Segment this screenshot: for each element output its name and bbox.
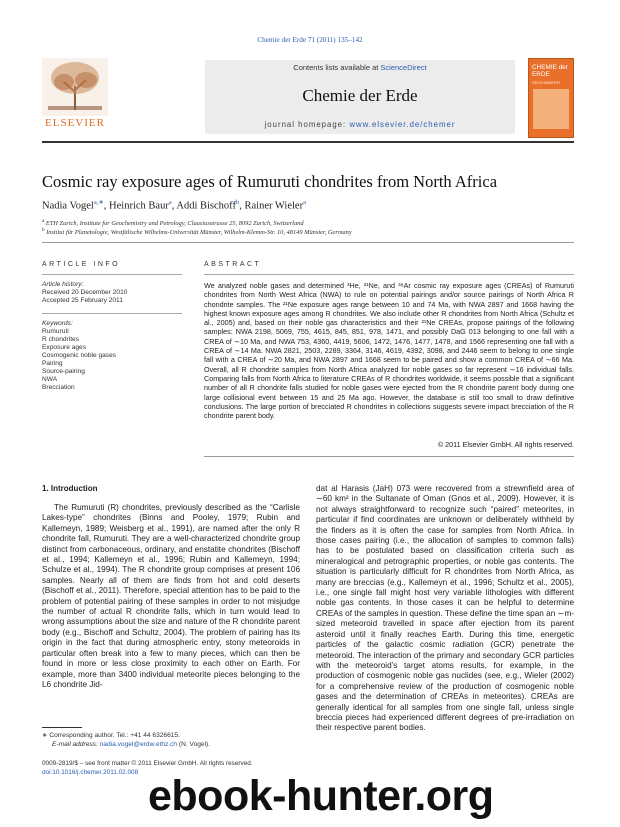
journal-citation: Chemie der Erde 71 (2011) 135–142	[257, 36, 363, 44]
article-info-divider	[42, 274, 182, 275]
email-suffix: (N. Vogel).	[177, 741, 211, 748]
abstract-copyright: © 2011 Elsevier GmbH. All rights reserved.	[437, 440, 574, 449]
cover-image	[533, 89, 569, 129]
accepted-date: Accepted 25 February 2011	[42, 297, 123, 304]
cover-subtitle: GEOCHEMISTRY	[532, 81, 561, 85]
keyword: NWA	[42, 376, 58, 383]
keyword: R chondrites	[42, 336, 80, 343]
author-name: Rainer Wieler	[244, 200, 304, 212]
keyword: Exposure ages	[42, 344, 86, 351]
footnote-divider	[42, 727, 82, 728]
publisher-logo-text: ELSEVIER	[45, 117, 105, 129]
article-history	[42, 281, 182, 305]
author-list: Nadia Vogel$^{a,∗}$, Heinrich Baur$^a$, Addi Bischoff$^b$, Rainer Wieler$^a$	[42, 199, 306, 212]
keyword: Rumuruti	[42, 328, 69, 335]
keywords-block	[42, 320, 182, 392]
homepage-link[interactable]: www.elsevier.de/chemer	[349, 120, 456, 129]
article-info-heading: ARTICLE INFO	[42, 261, 121, 268]
corresponding-author-note: ∗ Corresponding author. Tel.: +41 44 6326615.	[42, 732, 180, 739]
elsevier-tree-logo	[42, 58, 108, 116]
received-date: Received 20 December 2010	[42, 289, 128, 296]
keyword: Brecciation	[42, 384, 75, 391]
affiliation-text: Institut für Planetologie, Westfälische Wilhelms-Universität Münster, Wilhelm-Klemm-Str. 10, 48149 Münster, Germany	[46, 229, 352, 237]
abstract-text: We analyzed noble gases and determined ³He, ²¹Ne, and ³⁸Ar cosmic ray exposure ages (CREAs) of Rumuruti chondrites from North West Africa (NWA) to rule on potential pairings and/or source pairings of North Africa R chondrite samples. The ²¹Ne exposure ages range between 10 and 74 Ma, with NWA 2897 and 1668 having the highest known exposure ages among R chondrites. We also include other R chondrites from North Africa (Schultz et al., 2005) and, based on their noble gas characteristics and their ²¹Ne CREAs, propose pairings of the following samples: NWA 2198, 5069, 755, 4615, 845, 851, 978, 1471, and possibly DaG 013 belonging to one fall with a CREA of ∼10 Ma, and NWA 753, 4360, 4419, 5606, 1472, 1476, 1477, 1478, and 1566 representing one fall with a CREA of ∼14 Ma. NWA 2821, 2503, 2289, 3364, 3146, 4619, 4392, 3098, and 2446 seem to belong to one single fall with a CREA of ∼20 Ma, and NWA 2897 and 1668 seem to be paired and show a common CREA of ∼66 Ma. Overall, all R chondrite samples from North Africa analyzed for noble gases so far represent ∼16 individual falls. Comparing falls from North Africa to literature CREAs of R chondrites worldwide, it seems possible that a significant number of all R chondrite falls studied for noble gases were ejected from the R chondrite parent body during one large collisional event between 15 and 25 Ma ago. However, the database is still too small to draw definitive conclusions. The large portion of brecciated R chondrites in collections suggests severe impact brecciation of the R chondrite parent body.	[204, 281, 574, 421]
email-line	[42, 741, 312, 749]
journal-homepage	[205, 120, 515, 129]
abstract-bottom-divider	[204, 456, 574, 457]
author-sup[interactable]: a	[168, 199, 172, 206]
history-label: Article history:	[42, 281, 84, 288]
affiliation-text: ETH Zurich, Institute for Geochemistry and Petrology, Clausiusstrasse 25, 8092 Zurich, Switzerland	[45, 220, 304, 228]
paper-title: Cosmic ray exposure ages of Rumuruti chondrites from North Africa	[42, 172, 498, 191]
email-link[interactable]: nadia.vogel@erdw.ethz.ch	[99, 741, 178, 748]
affiliation-sup: a	[42, 219, 45, 224]
cover-title: CHEMIE der ERDE	[532, 64, 568, 78]
author-sup[interactable]: a,∗	[93, 199, 104, 206]
author-sup[interactable]: a	[303, 199, 306, 206]
author-name: Nadia Vogel	[42, 200, 94, 212]
journal-cover-thumbnail	[528, 58, 574, 138]
sciencedirect-link[interactable]: ScienceDirect	[380, 63, 427, 72]
keywords-label: Keywords:	[42, 320, 73, 327]
abstract-divider	[204, 274, 574, 275]
intro-left-column: The Rumuruti (R) chondrites, previously described as the “Carlisle Lakes-type” chondrites (Binns and Pooley, 1979; Rubin and Kallemeyn, 1989; Weisberg et al., 1991), are named after the only R chondrite fall, Rumuruti. They are a well-characterized chondrite group distinct from carbonaceous, ordinary, and enstatite chondrites (Bischoff et al., 1994; Kallemeyn et al., 1996; Rubin and Kallemeyn, 1994; Schulze et al., 1994). The R chondrite group comprises at present 106 samples. Nearly all of them are finds from hot and cold deserts (Bischoff et al., 2011). Therefore, special attention has to be paid to the problem of potential pairing of these samples in order to not misjudge the number of actual R chondrite falls, which in turn would lead to wrong assumptions about the size and nature of the R chondrite parent body (e.g., Bischoff and Schultz, 2004). The problem of pairing has its origin in the fact that during atmospheric entry, stony meteoroids in particular often break into a few to many pieces, which can then be found in more or less close proximity to each other on Earth. For example, more than 3400 individual meteorite pieces belonging to the L6 chondrite Jid-	[42, 503, 300, 689]
journal-title: Chemie der Erde	[302, 86, 418, 105]
author-name: Heinrich Baur	[109, 200, 169, 212]
introduction-heading: 1. Introduction	[42, 484, 98, 493]
keyword: Source-pairing	[42, 368, 85, 375]
affiliation	[42, 228, 574, 236]
contents-line	[205, 63, 515, 72]
header-divider	[42, 141, 574, 143]
homepage-prefix: journal homepage:	[264, 120, 350, 129]
doi-link[interactable]: doi:10.1016/j.chemer.2011.02.008	[42, 769, 139, 776]
affiliation-sup: b	[42, 228, 45, 233]
author-name: Addi Bischoff	[176, 200, 236, 212]
watermark-text: ebook-hunter.org	[148, 772, 494, 820]
keyword: Pairing	[42, 360, 63, 367]
contents-prefix: Contents lists available at	[293, 63, 381, 72]
history-divider	[42, 313, 182, 314]
abstract-heading: ABSTRACT	[204, 261, 262, 268]
title-divider	[42, 242, 574, 243]
issn-line: 0009-2819/$ – see front matter © 2011 Elsevier GmbH. All rights reserved.	[42, 760, 253, 767]
author-sup[interactable]: b	[236, 199, 240, 206]
intro-right-column: dat al Harasis (JaH) 073 were recovered from a strewnfield area of ∼60 km² in the Sultanate of Oman (Gnos et al., 2009). However, it is not always straightforward to recognize such “paired” meteorites, in particular if find coordinates are unknown or deliberately withheld by the finders as it is often the case for samples from North Africa. In those cases pairing (i.e., the allocation of samples to common falls) has to be postulated based on classification criteria such as mineralogical and petrographic properties, or noble gas contents. The situation is particularly difficult for R chondrites from North Africa, as many are breccias (e.g., Kallemeyn et al., 1996; Schultz et al., 2005), i.e., one single fall might host very variable lithologies with different noble gas contents. In those cases it can be helpful to determine CREAs of the samples in question. These define the time span an ∼m-sized meteoroid travelled in space after ejection from its parent asteroid until it finally reaches Earth. During this time, energetic particles of the galactic cosmic radiation (GCR) penetrate the meteoroid. The interaction of the primary and secondary GCR particles with the meteoroid’s target atoms results, for example, in the production of cosmogenic noble gas nuclides (see, e.g., Wieler (2002) for a comprehensive review of the production of cosmogenic noble gases and the determination of CREAs in meteorites). CREAs are generally identical for all samples from one single fall, unless single breccia pieces had experienced different degrees of pre-irradiation on their respective parent bodies.	[316, 484, 574, 733]
email-label: E-mail address:	[52, 741, 100, 748]
affiliation	[42, 219, 574, 227]
keyword: Cosmogenic noble gases	[42, 352, 117, 359]
